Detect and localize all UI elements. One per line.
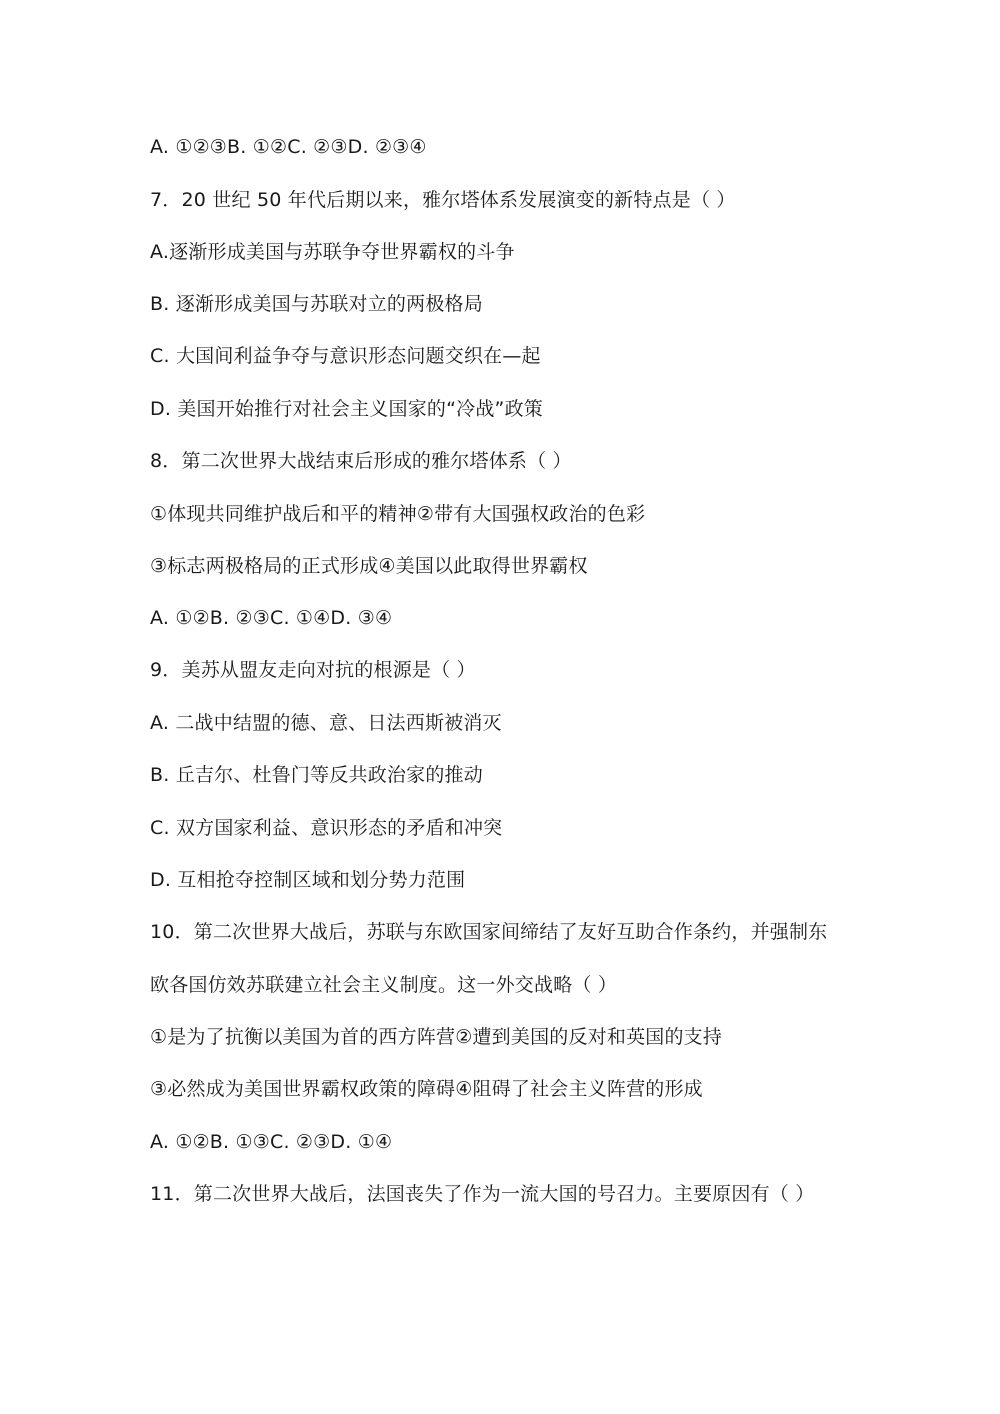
q9-option-c: C. 双方国家利益、意识形态的矛盾和冲突 [150, 817, 503, 839]
q9-option-b: B. 丘吉尔、杜鲁门等反共政治家的推动 [150, 764, 483, 786]
q10-options: A. ①②B. ①③C. ②③D. ①④ [150, 1131, 393, 1153]
q8-stem: 8．第二次世界大战结束后形成的雅尔塔体系（ ） [150, 450, 572, 472]
q8-statements-1-2: ①体现共同维护战后和平的精神②带有大国强权政治的色彩 [150, 503, 646, 525]
q7-stem: 7．20 世纪 50 年代后期以来，雅尔塔体系发展演变的新特点是（ ） [150, 189, 736, 211]
q6-options: A. ①②③B. ①②C. ②③D. ②③④ [150, 136, 427, 158]
q10-stem-line-2: 欧各国仿效苏联建立社会主义制度。这一外交战略（ ） [150, 974, 618, 996]
q10-stem-line-1: 10．第二次世界大战后，苏联与东欧国家间缔结了友好互助合作条约，并强制东 [150, 921, 828, 943]
q10-statements-1-2: ①是为了抗衡以美国为首的西方阵营②遭到美国的反对和英国的支持 [150, 1026, 723, 1048]
q8-options: A. ①②B. ②③C. ①④D. ③④ [150, 607, 393, 629]
q7-option-d: D. 美国开始推行对社会主义国家的“冷战”政策 [150, 398, 543, 420]
q9-stem: 9．美苏从盟友走向对抗的根源是（ ） [150, 659, 476, 681]
q11-stem: 11．第二次世界大战后，法国丧失了作为一流大国的号召力。主要原因有（ ） [150, 1183, 815, 1205]
q7-option-b: B. 逐渐形成美国与苏联对立的两极格局 [150, 293, 483, 315]
q9-option-a: A. 二战中结盟的德、意、日法西斯被消灭 [150, 712, 502, 734]
q7-option-a: A.逐渐形成美国与苏联争夺世界霸权的斗争 [150, 241, 515, 263]
q7-option-c: C. 大国间利益争夺与意识形态问题交织在—起 [150, 345, 541, 367]
q9-option-d: D. 互相抢夺控制区域和划分势力范围 [150, 869, 466, 891]
q10-statements-3-4: ③必然成为美国世界霸权政策的障碍④阻碍了社会主义阵营的形成 [150, 1078, 703, 1100]
q8-statements-3-4: ③标志两极格局的正式形成④美国以此取得世界霸权 [150, 555, 588, 577]
